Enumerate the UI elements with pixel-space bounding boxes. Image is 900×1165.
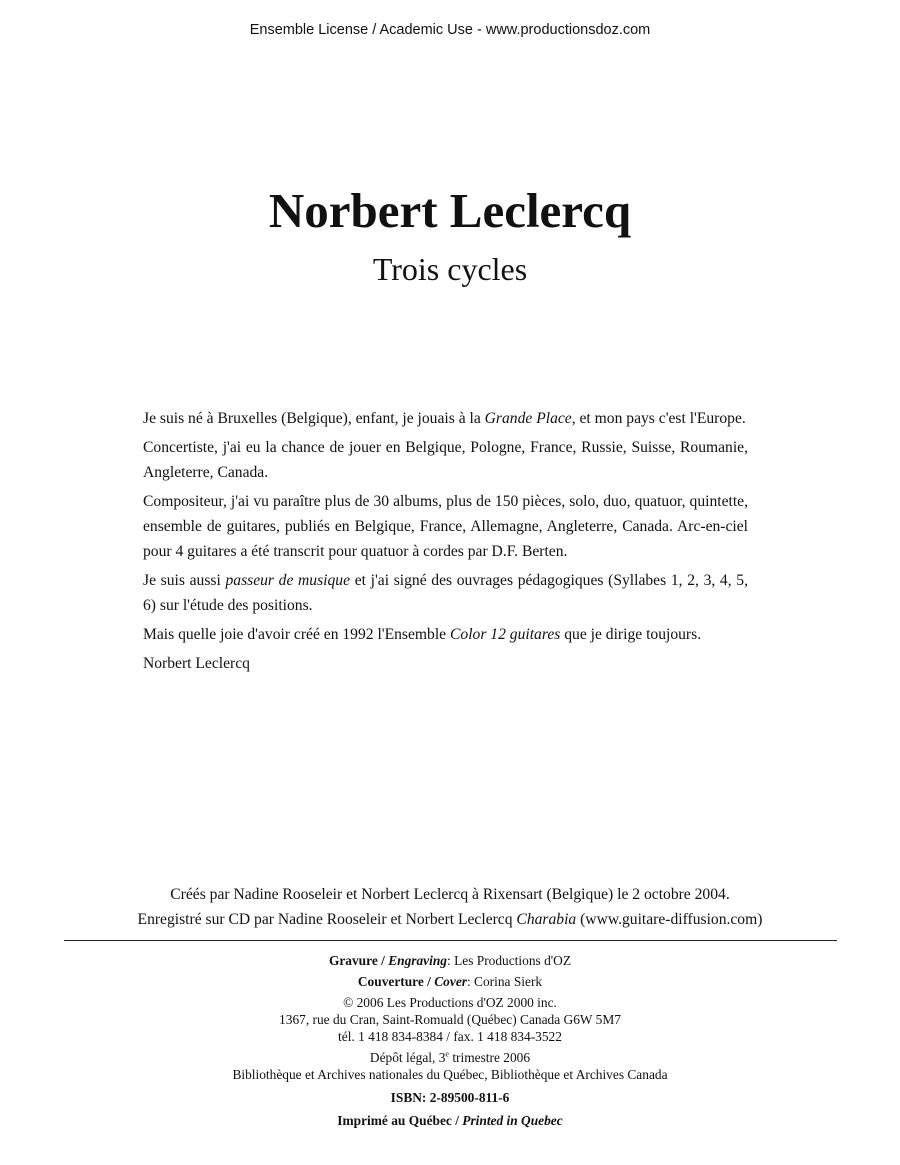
engraving-credit: Gravure / Engraving: Les Productions d'OZ xyxy=(328,953,572,968)
libraries-line: Bibliothèque et Archives nationales du Québec, Bibliothèque et Archives Canada xyxy=(232,1067,668,1082)
bio-paragraph-1: Je suis né à Bruxelles (Belgique), enfant, je jouais à la Grande Place, et mon pays c'est l'Europe. xyxy=(143,410,746,427)
biography xyxy=(143,406,748,680)
bio-paragraph-2: Concertiste, j'ai eu la chance de jouer en Belgique, Pologne, France, Russie, Suisse, Roumanie, Angleterre, Canada. xyxy=(143,439,748,481)
bio-paragraph-5: Mais quelle joie d'avoir créé en 1992 l'Ensemble Color 12 guitares que je dirige toujours. xyxy=(143,626,702,643)
isbn-line: ISBN: 2-89500-811-6 xyxy=(390,1090,510,1105)
copyright-line: © 2006 Les Productions d'OZ 2000 inc. xyxy=(343,995,557,1010)
bio-paragraph-4: Je suis aussi passeur de musique et j'ai signé des ouvrages pédagogiques (Syllabes 1, 2, 3, 4, 5, 6) sur l'étude des positions. xyxy=(143,572,748,614)
cover-credit: Couverture / Cover: Corina Sierk xyxy=(357,974,543,989)
premiere-line: Créés par Nadine Rooseleir et Norbert Leclercq à Rixensart (Belgique) le 2 octobre 2004. xyxy=(170,886,730,903)
colophon xyxy=(0,952,900,1129)
address-line: 1367, rue du Cran, Saint-Romuald (Québec) Canada G6W 5M7 xyxy=(279,1012,621,1027)
legal-deposit-line: Dépôt légal, 3e trimestre 2006 xyxy=(369,1049,531,1065)
divider xyxy=(64,940,837,941)
bio-paragraph-3: Compositeur, j'ai vu paraître plus de 30 albums, plus de 150 pièces, solo, duo, quatuor, quintette, ensemble de guitares, publiés en Belgique, France, Allemagne, Angleterre, Canada. Arc-en-ciel pour 4 guitares a été transcrit pour quatuor à cordes par D.F. Berten. xyxy=(143,493,748,560)
printed-line: Imprimé au Québec / Printed in Quebec xyxy=(337,1113,563,1128)
bio-signature: Norbert Leclercq xyxy=(143,655,250,672)
phone-line: tél. 1 418 834-8384 / fax. 1 418 834-3522 xyxy=(338,1029,562,1044)
recording-line: Enregistré sur CD par Nadine Rooseleir et Norbert Leclercq Charabia (www.guitare-diffusion.com) xyxy=(137,911,763,928)
premiere-credits xyxy=(0,882,900,932)
composer-name: Norbert Leclercq xyxy=(268,183,632,238)
license-header: Ensemble License / Academic Use - www.productionsdoz.com xyxy=(249,22,651,38)
work-title: Trois cycles xyxy=(372,251,528,287)
